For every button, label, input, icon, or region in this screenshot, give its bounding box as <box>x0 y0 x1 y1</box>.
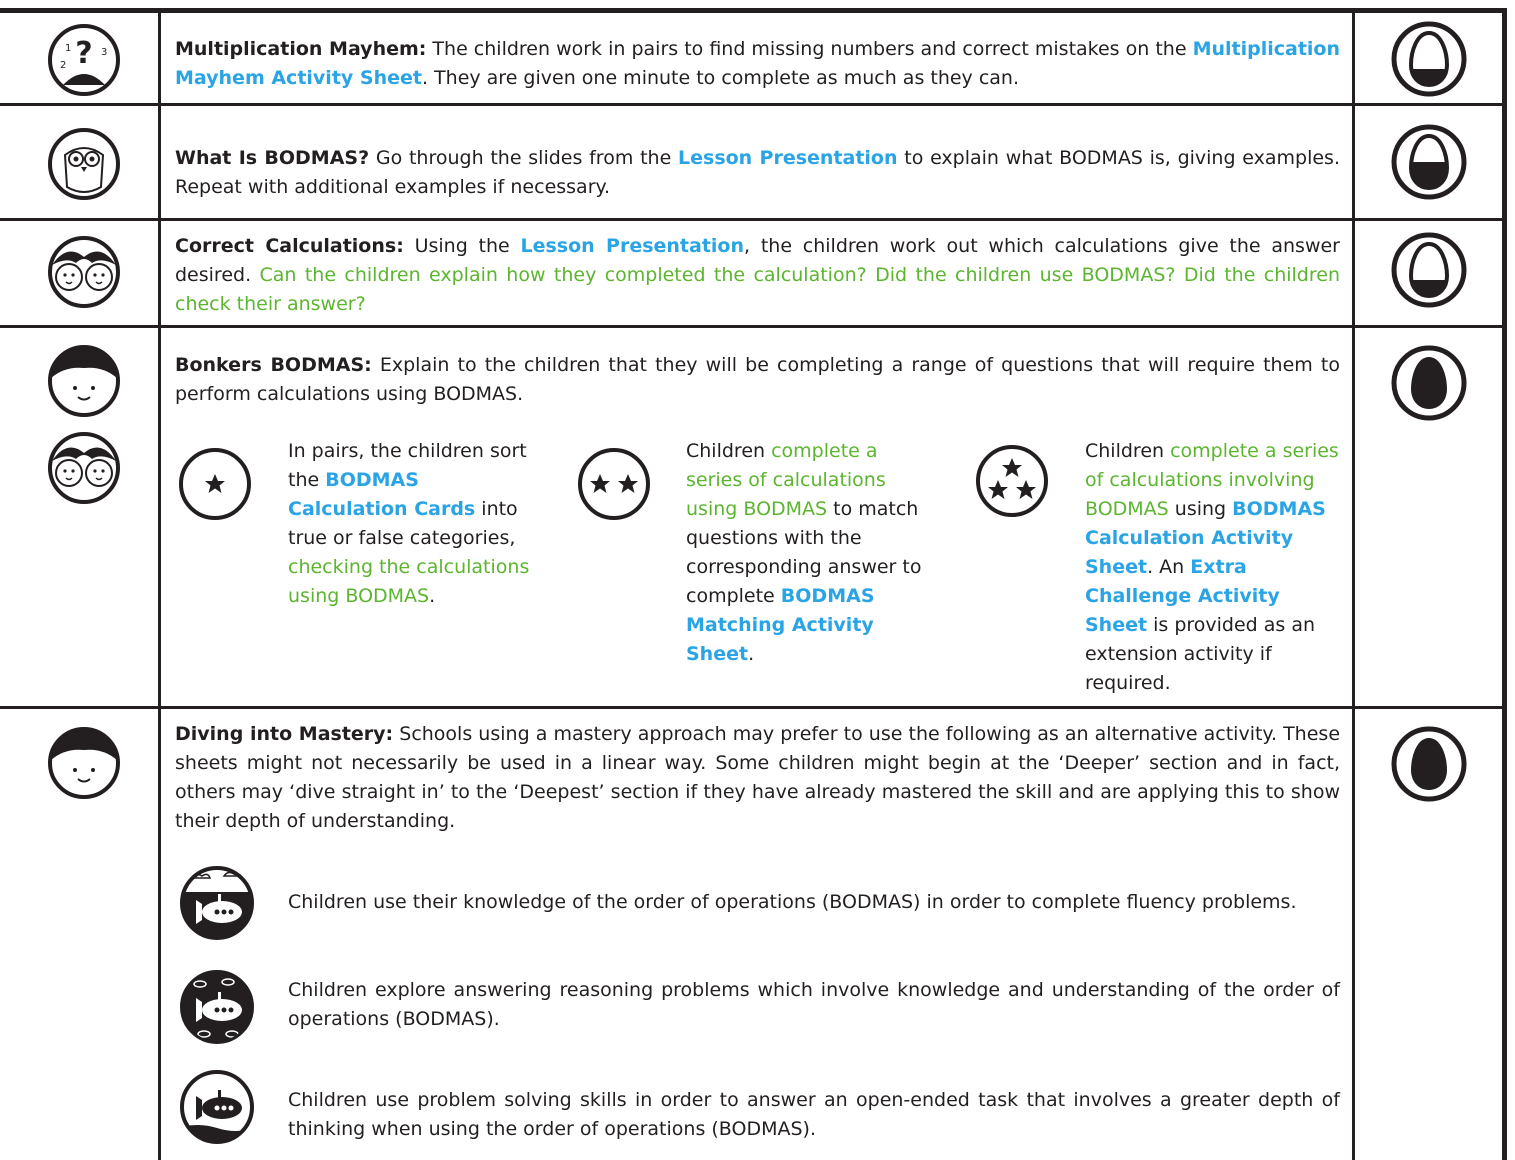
egg-timer-half-icon <box>1391 124 1467 200</box>
two-star-green: complete a series of calculations using BODMAS <box>686 440 886 520</box>
correct-title: Correct Calculations: <box>175 235 404 257</box>
lesson-presentation-link[interactable]: Lesson Presentation <box>520 235 745 257</box>
calculation-sheet-link[interactable]: BODMAS Calculation Activity Sheet <box>1085 498 1326 578</box>
mastery-description <box>175 720 1340 836</box>
correct-text-mid: , the children work out which calculations give the answer desired. <box>175 235 1340 286</box>
child-face-icon <box>47 726 121 800</box>
row-divider <box>0 103 1507 106</box>
mayhem-text: The children work in pairs to find missing numbers and correct mistakes on the <box>426 38 1193 60</box>
svg-text:1: 1 <box>65 43 72 54</box>
bodmas-description <box>175 144 1340 202</box>
child-face-icon <box>47 344 121 418</box>
two-star-text-end: . <box>748 643 755 665</box>
three-star-text-mid: using <box>1168 498 1233 520</box>
submarine-deeper-icon <box>178 968 256 1046</box>
mayhem-description <box>175 35 1340 93</box>
two-star-text <box>686 437 936 669</box>
one-star-text-end: . <box>429 585 436 607</box>
mayhem-activity-link[interactable]: Multiplication Mayhem Activity Sheet <box>175 38 1340 89</box>
three-star-text-mid2: . An <box>1147 556 1191 578</box>
two-star-text-start: Children <box>686 440 772 462</box>
owl-icon <box>47 127 121 201</box>
matching-sheet-link[interactable]: BODMAS Matching Activity Sheet <box>686 585 875 665</box>
question-face-icon <box>47 23 121 97</box>
two-star-icon <box>577 447 651 521</box>
bonkers-description <box>175 351 1340 409</box>
calculation-cards-link[interactable]: BODMAS Calculation Cards <box>288 469 476 520</box>
egg-timer-full-icon <box>1391 345 1467 421</box>
mayhem-title: Multiplication Mayhem: <box>175 38 427 60</box>
egg-timer-full-icon <box>1391 726 1467 802</box>
correct-text: Using the <box>403 235 521 257</box>
two-children-icon <box>47 431 121 505</box>
svg-text:?: ? <box>75 36 93 71</box>
row-divider <box>0 325 1507 328</box>
three-star-text-start: Children <box>1085 440 1171 462</box>
bonkers-title: Bonkers BODMAS: <box>175 354 372 376</box>
three-star-green: complete a series of calculations involving BODMAS <box>1085 440 1339 520</box>
three-star-icon <box>975 444 1049 518</box>
column-divider-right <box>1352 8 1355 1160</box>
column-divider-left <box>158 8 161 1160</box>
submarine-deepest-icon <box>178 1068 256 1146</box>
mayhem-text-end: . They are given one minute to complete as much as they can. <box>421 67 1020 89</box>
two-star-text-mid: to match questions with the corresponding answer to complete <box>686 498 922 607</box>
egg-timer-low-icon <box>1391 232 1467 308</box>
one-star-text <box>288 437 543 611</box>
one-star-text-mid: into true or false categories, <box>288 498 518 549</box>
submarine-deep-icon <box>178 864 256 942</box>
three-star-text <box>1085 437 1340 698</box>
row-divider <box>0 706 1507 709</box>
extra-challenge-link[interactable]: Extra Challenge Activity Sheet <box>1085 556 1280 636</box>
deep-text: Children use their knowledge of the order of operations (BODMAS) in order to complete fluency problems. <box>288 891 1297 913</box>
three-star-text-end: is provided as an extension activity if required. <box>1085 614 1316 694</box>
deeper-text: Children explore answering reasoning problems which involve knowledge and understanding of the order of operations (BODMAS). <box>288 979 1340 1030</box>
row-divider <box>0 218 1507 221</box>
correct-questions: Can the children explain how they completed the calculation? Did the children use BODMAS? Did the children check their answer? <box>175 264 1340 315</box>
bonkers-text: Explain to the children that they will be completing a range of questions that will require them to perform calculations using BODMAS. <box>175 354 1340 405</box>
one-star-green: checking the calculations using BODMAS <box>288 556 530 607</box>
lesson-presentation-link[interactable]: Lesson Presentation <box>678 147 898 169</box>
svg-text:3: 3 <box>101 47 108 58</box>
bodmas-text: Go through the slides from the <box>369 147 679 169</box>
mastery-text: Schools using a mastery approach may prefer to use the following as an alternative activity. These sheets might not necessarily be used in a linear way. Some children might begin at the ‘Deeper’ section and in fact, others may ‘dive straight in’ to the ‘Deepest’ section if they have already mastered the skill and are applying this to show their depth of understanding. <box>175 723 1341 832</box>
one-star-icon <box>178 447 252 521</box>
correct-description <box>175 232 1340 319</box>
mastery-title: Diving into Mastery: <box>175 723 394 745</box>
bodmas-text-end: to explain what BODMAS is, giving examples. Repeat with additional examples if necessary. <box>175 147 1340 198</box>
bodmas-title: What Is BODMAS? <box>175 147 370 169</box>
egg-timer-low-icon <box>1391 21 1467 97</box>
one-star-text-start: In pairs, the children sort the <box>288 440 527 491</box>
svg-text:2: 2 <box>60 60 67 71</box>
two-children-icon <box>47 235 121 309</box>
deepest-text: Children use problem solving skills in order to answer an open-ended task that involves a greater depth of thinking when using the order of operations (BODMAS). <box>288 1089 1340 1140</box>
